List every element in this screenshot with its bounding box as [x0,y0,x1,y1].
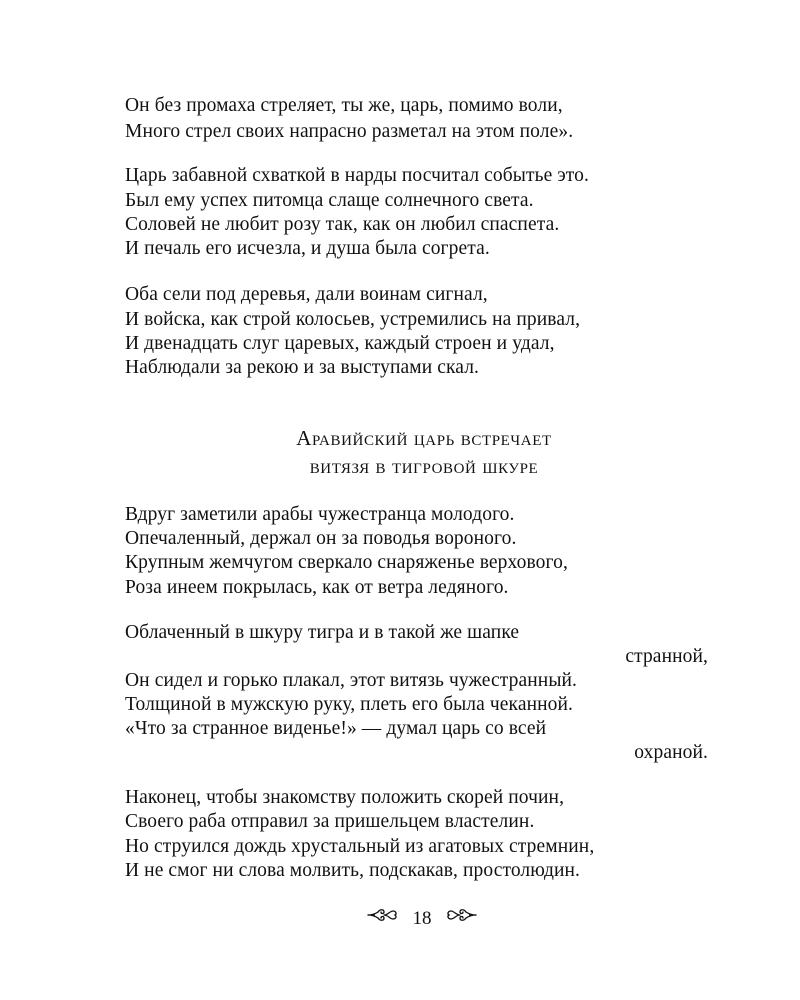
verse-line-continuation: странной, [625,646,708,667]
heading-line: Аравийский царь встречает [296,426,552,450]
verse-line: Толщиной в мужскую руку, плеть его была чеканной. [125,694,574,715]
verse-line: Царь забавной схваткой в нарды посчитал событье это. [125,165,589,186]
verse-line: Он без промаха стреляет, ты же, царь, помимо воли, [125,95,563,116]
verse-line: Опечаленный, держал он за поводья вороного. [125,528,517,549]
verse-line: Наблюдали за рекою и за выступами скал. [125,357,480,378]
verse-line: Соловей не любит розу так, как он любил спаспета. [125,214,560,235]
verse-line: Наконец, чтобы знакомству положить скорей почин, [125,787,565,808]
ornament-left-icon [366,906,400,931]
verse-line-continuation: охраной. [634,742,708,763]
verse-line: Роза инеем покрылась, как от ветра ледяного. [125,577,509,598]
verse-line: И войска, как строй колосьев, устремились на привал, [125,309,581,330]
ornament-right-icon [444,906,478,931]
verse-line: Крупным жемчугом сверкало снаряженье верхового, [125,552,568,573]
verse-line: И не смог ни слова молвить, подскакав, простолюдин. [125,860,581,881]
verse-line: Облаченный в шкуру тигра и в такой же шапке [125,622,520,643]
verse-line: Он сидел и горько плакал, этот витязь чужестранный. [125,670,578,691]
verse-line: Вдруг заметили арабы чужестранца молодого. [125,504,515,525]
verse-line: И двенадцать слуг царевых, каждый строен и удал, [125,333,555,354]
verse-line: Много стрел своих напрасно разметал на этом поле». [125,121,574,142]
verse-line: И печаль его исчезла, и душа была согрета. [125,238,490,259]
page-footer [0,906,800,931]
verse-line: Но струился дождь хрустальный из агатовых стремнин, [125,836,595,857]
verse-line: «Что за странное виденье!» — думал царь со всей [125,718,547,739]
page-number: 18 [412,907,432,929]
verse-line: Был ему успех питомца слаще солнечного света. [125,190,534,211]
verse-line: Оба сели под деревья, дали воинам сигнал, [125,284,488,305]
heading-line: витязя в тигровой шкуре [309,454,539,478]
verse-line: Своего раба отправил за пришельцем властелин. [125,811,535,832]
